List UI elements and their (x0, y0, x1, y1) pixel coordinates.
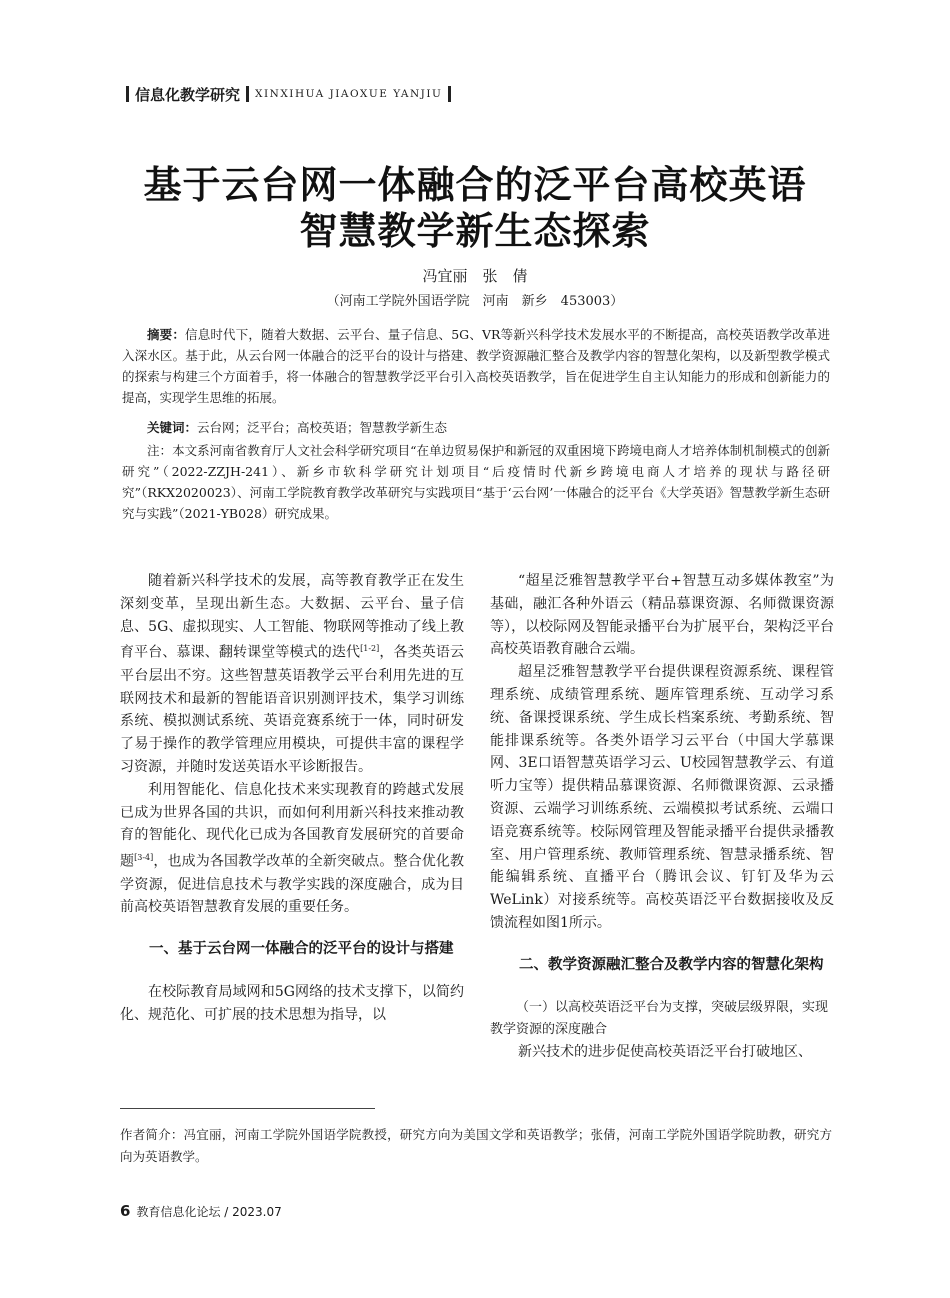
abstract-label: 摘要： (147, 327, 186, 342)
header-section-en: XINXIHUA JIAOXUE YANJIU (255, 88, 443, 100)
keywords (122, 417, 830, 438)
page-number: 6 (120, 1202, 131, 1220)
left-paragraph-1 (120, 570, 464, 779)
funding-note (122, 440, 830, 524)
left-paragraph-3: 在校际教育局域网和5G网络的技术支撑下，以简约化、规范化、可扩展的技术思想为指导，以 (120, 984, 464, 1024)
right-paragraph-3: 新兴技术的进步促使高校英语泛平台打破地区、 (518, 1043, 812, 1060)
footnote-rule (120, 1108, 375, 1109)
left-p2-text-a: 利用智能化、信息化技术来实现教育的跨越式发展已成为世界各国的共识，而如何利用新兴科技来推动教育的智能化、现代化已成为各国教育发展研究的首要命题 (120, 781, 464, 870)
right-paragraph-2: 超星泛雅智慧教学平台提供课程资源系统、课程管理系统、成绩管理系统、题库管理系统、互动学习系统、备课授课系统、学生成长档案系统、考勤系统、智能排课系统等。各类外语学习云平台（中国大学慕课网、3E口语智慧英语学习云、U校园智慧教学云、有道听力宝等）提供精品慕课资源、名师微课资源、云录播资源、云端学习训练系统、云端模拟考试系统、云端口语竞赛系统等。校际网管理及智能录播平台提供录播教室、用户管理系统、教师管理系统、智慧录播系统、智能编辑系统、直播平台（腾讯会议、钉钉及华为云WeLink）对接系统等。高校英语泛平台数据接收及反馈流程如图1所示。 (490, 664, 834, 931)
keywords-label: 关键词： (147, 420, 198, 435)
header-bar-mid (246, 86, 249, 102)
note-text: 本文系河南省教育厅人文社会科学研究项目“在单边贸易保护和新冠的双重困境下跨境电商人才培养体制机制模式的创新研究”（2022-ZZJH-241）、新乡市软科学研究计划项目“后疫情时代新乡跨境电商人才培养的现状与路径研究”（RKX2020023）、河南工学院教育教学改革研究与实践项目“基于‘云台网’一体融合的泛平台《大学英语》智慧教学新生态研究与实践”（2021-YB028）研究成果。 (122, 443, 830, 521)
section-heading-2: 二、教学资源融汇整合及教学内容的智慧化架构 (519, 956, 824, 973)
title-line-1: 基于云台网一体融合的泛平台高校英语 (143, 163, 807, 207)
left-column (120, 570, 464, 1027)
title-line-2: 智慧教学新生态探索 (299, 209, 651, 253)
right-column (490, 570, 834, 1064)
citation-3-4: [3-4] (134, 853, 154, 863)
note-label: 注： (147, 443, 173, 458)
left-p1-text-a: 随着新兴科学技术的发展，高等教育教学正在发生深刻变革，呈现出新生态。大数据、云平台、量子信息、5G、虚拟现实、人工智能、物联网等推动了线上教育平台、慕课、翻转课堂等模式的迭代 (120, 573, 464, 662)
header-bar-right (448, 86, 451, 102)
citation-1-2: [1-2] (360, 644, 380, 654)
affiliation: （河南工学院外国语学院 河南 新乡 453003） (326, 294, 624, 309)
running-header (120, 82, 457, 106)
header-section-cn: 信息化教学研究 (135, 85, 241, 104)
subsection-heading-1: （一）以高校英语泛平台为支撑，突破层级界限，实现教学资源的深度融合 (490, 999, 829, 1037)
left-p2-text-b: ，也成为各国教学改革的全新突破点。整合优化教学资源，促进信息技术与教学实践的深度融合，成为目前高校英语智慧教育发展的重要任务。 (120, 853, 464, 916)
header-bar-left (126, 86, 129, 102)
left-paragraph-2 (120, 779, 464, 919)
abstract-text: 信息时代下，随着大数据、云平台、量子信息、5G、VR等新兴科学技术发展水平的不断提高，高校英语教学改革进入深水区。基于此，从云台网一体融合的泛平台的设计与搭建、教学资源融汇整合及教学内容的智慧化架构，以及新型教学模式的探索与构建三个方面着手，将一体融合的智慧教学泛平台引入高校英语教学，旨在促进学生自主认知能力的形成和创新能力的提高，实现学生思维的拓展。 (122, 327, 830, 405)
section-heading-1: 一、基于云台网一体融合的泛平台的设计与搭建 (149, 941, 454, 958)
journal-name: 教育信息化论坛 / 2023.07 (136, 1205, 282, 1219)
left-p1-text-b: ，各类英语云平台层出不穷。这些智慧英语教学云平台利用先进的互联网技术和最新的智能语音识别测评技术，集学习训练系统、模拟测试系统、英语竞赛系统于一体，同时研发了易于操作的教学管理应用模块，可提供丰富的课程学习资源，并随时发送英语水平诊断报告。 (120, 645, 464, 776)
page-footer (120, 1202, 282, 1220)
keywords-text: 云台网；泛平台；高校英语；智慧教学新生态 (197, 420, 448, 435)
right-paragraph-1: “超星泛雅智慧教学平台+智慧互动多媒体教室”为基础，融汇各种外语云（精品慕课资源、名师微课资源等），以校际网及智能录播平台为扩展平台，架构泛平台高校英语教育融合云端。 (490, 573, 834, 658)
author-bio: 作者简介：冯宜丽，河南工学院外国语学院教授，研究方向为美国文学和英语教学；张倩，河南工学院外国语学院助教，研究方向为英语教学。 (120, 1127, 832, 1164)
authors: 冯宜丽 张 倩 (422, 267, 528, 285)
abstract (122, 324, 830, 408)
